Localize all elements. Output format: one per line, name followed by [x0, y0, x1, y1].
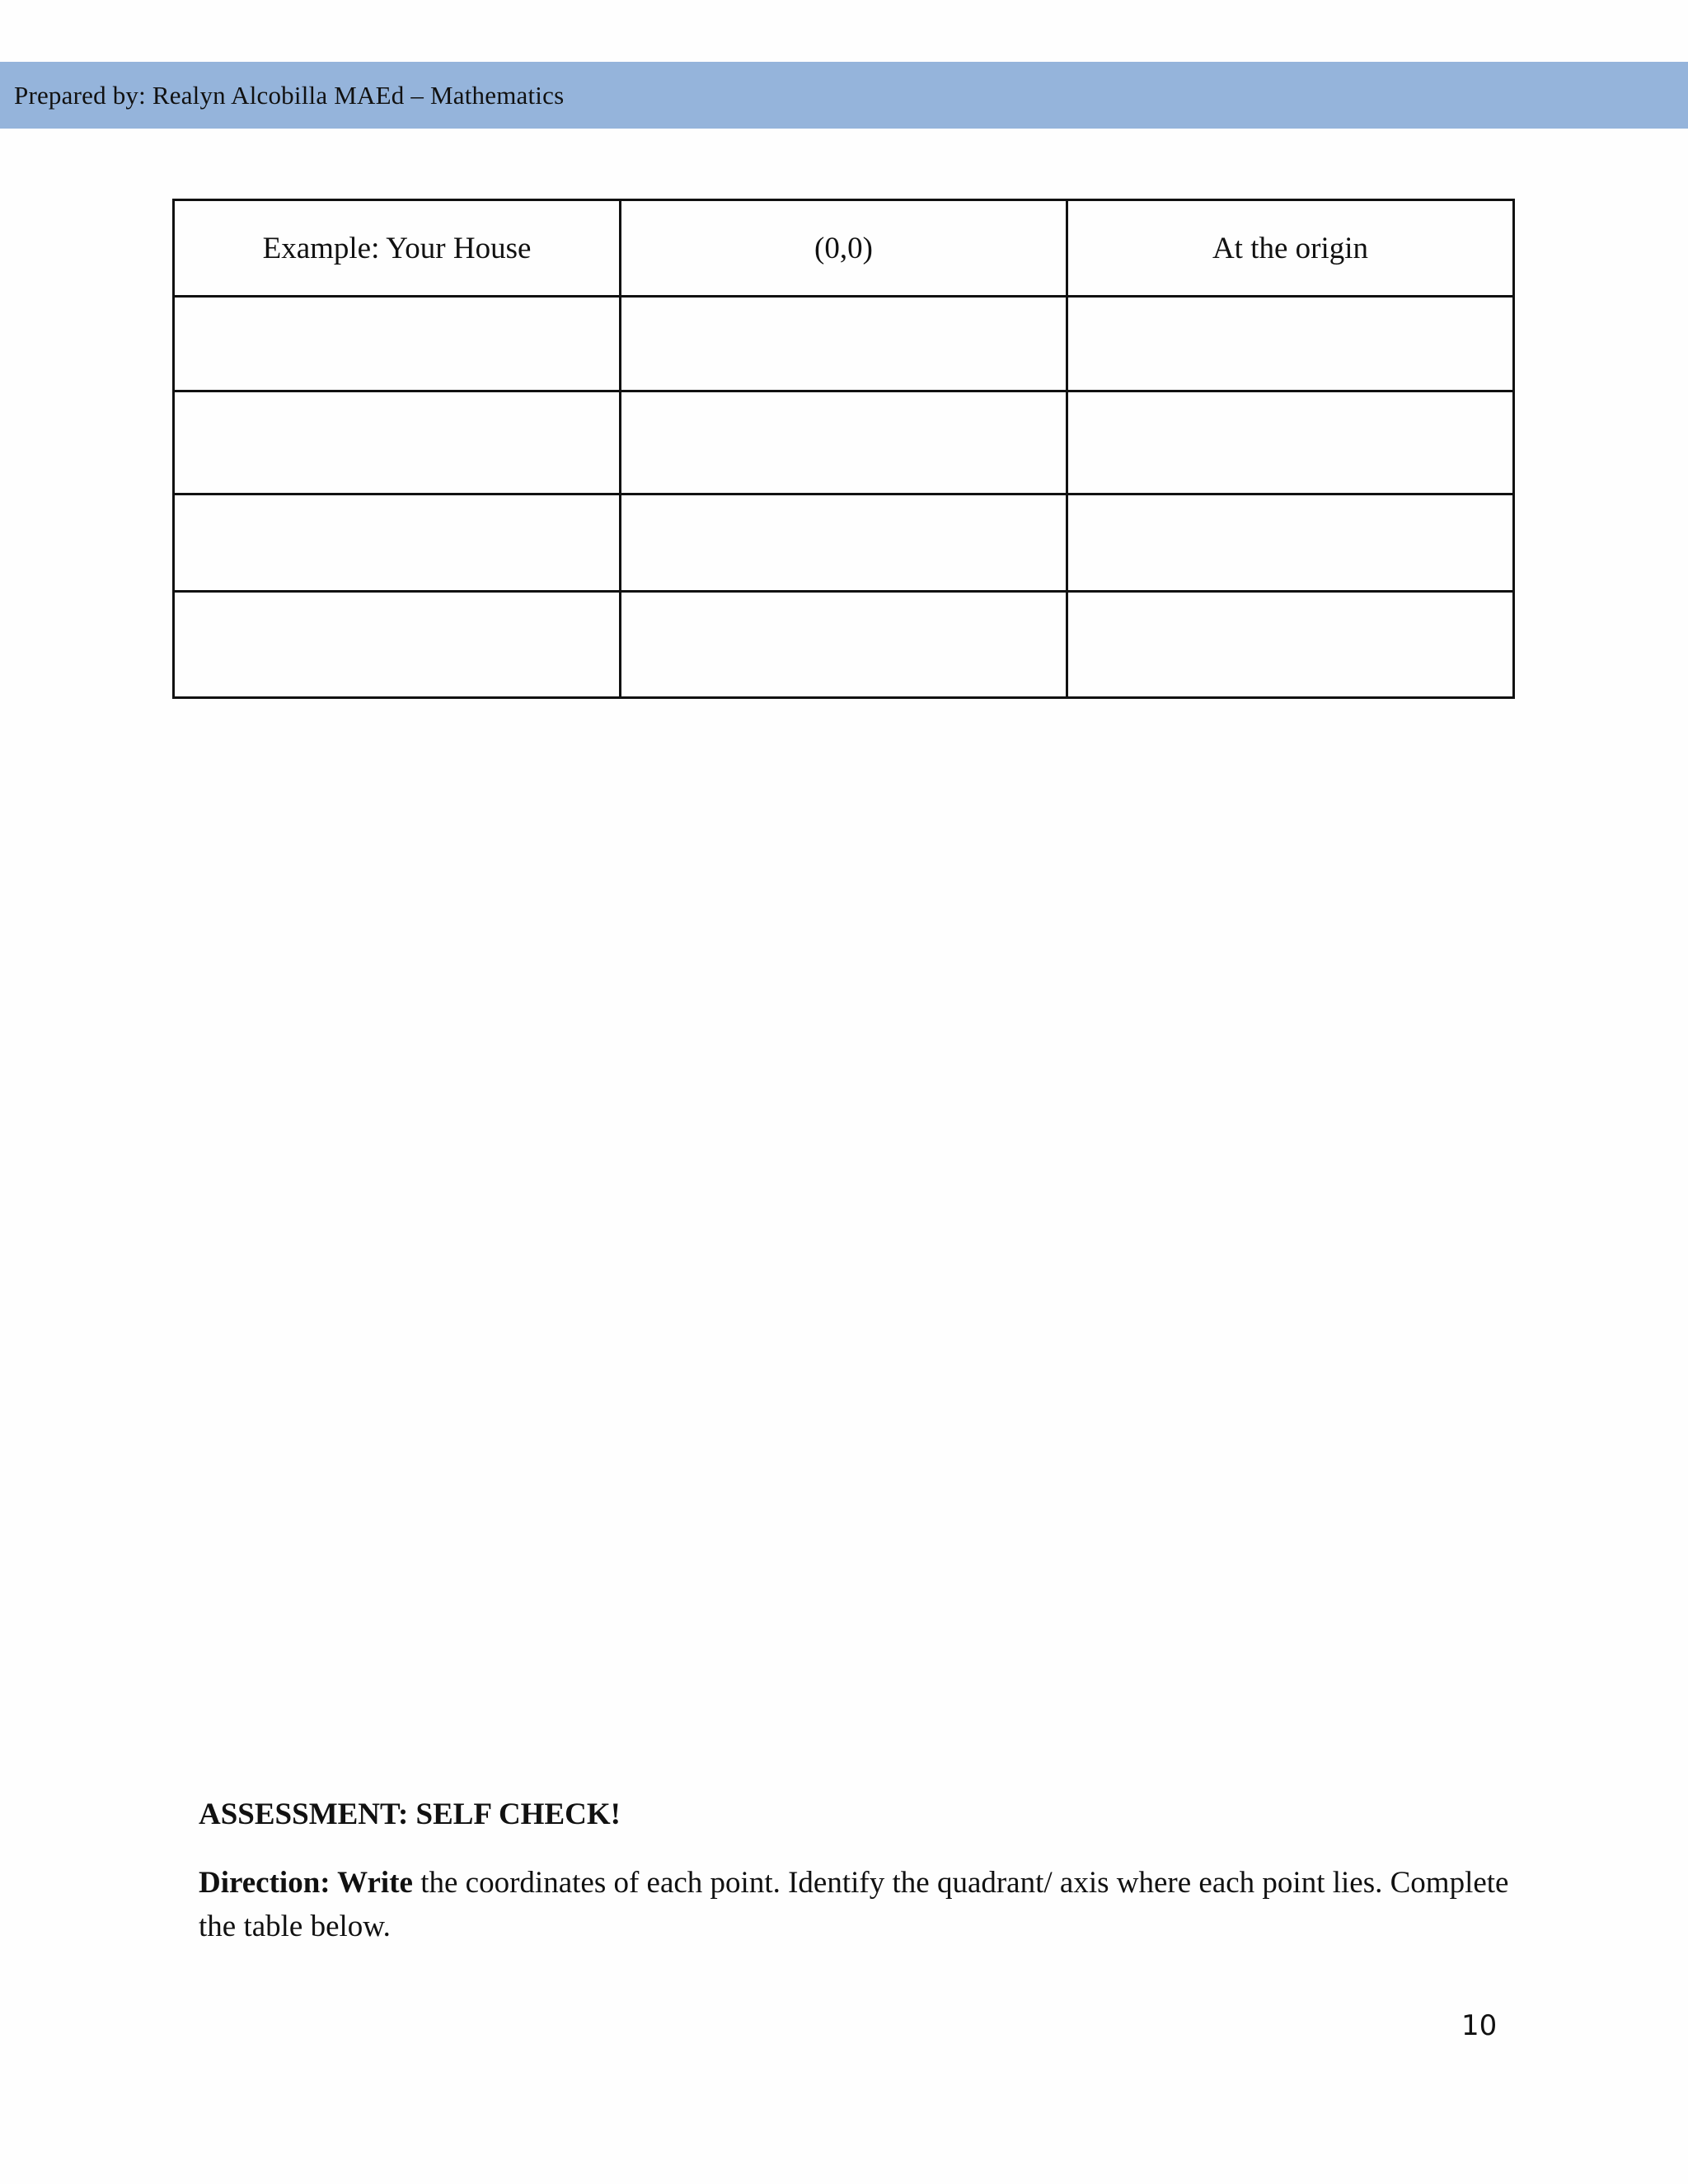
- direction-text: the coordinates of each point. Identify the quadrant/ axis where each point lies. Complete the table below.: [199, 1866, 1509, 1943]
- assessment-title: ASSESSMENT: SELF CHECK!: [199, 1797, 621, 1831]
- table-cell-coordinates: [621, 494, 1067, 592]
- table-cell-location: [1067, 391, 1514, 494]
- direction-label: Direction: Write: [199, 1866, 413, 1900]
- header-band: [0, 62, 1688, 129]
- table-cell-coordinates: [621, 297, 1067, 391]
- table-cell-coordinates: [621, 391, 1067, 494]
- table-cell-location: [1067, 494, 1514, 592]
- page-number: 10: [1461, 2009, 1498, 2042]
- table-cell-place: [174, 391, 621, 494]
- table-cell-coordinates: [621, 592, 1067, 698]
- direction-paragraph: [199, 1861, 1534, 1948]
- table-row: [174, 592, 1514, 698]
- table-row: [174, 391, 1514, 494]
- table-row: [174, 297, 1514, 391]
- table-cell-location: [1067, 592, 1514, 698]
- table-row: [174, 494, 1514, 592]
- table-cell-place: Example: Your House: [174, 200, 621, 297]
- coordinates-table: [172, 199, 1515, 699]
- table-row: [174, 200, 1514, 297]
- prepared-by-text: Prepared by: Realyn Alcobilla MAEd – Mathematics: [14, 81, 565, 110]
- table-cell-coordinates: (0,0): [621, 200, 1067, 297]
- table-cell-location: [1067, 297, 1514, 391]
- table-cell-place: [174, 494, 621, 592]
- table-cell-place: [174, 297, 621, 391]
- table-cell-location: At the origin: [1067, 200, 1514, 297]
- table-cell-place: [174, 592, 621, 698]
